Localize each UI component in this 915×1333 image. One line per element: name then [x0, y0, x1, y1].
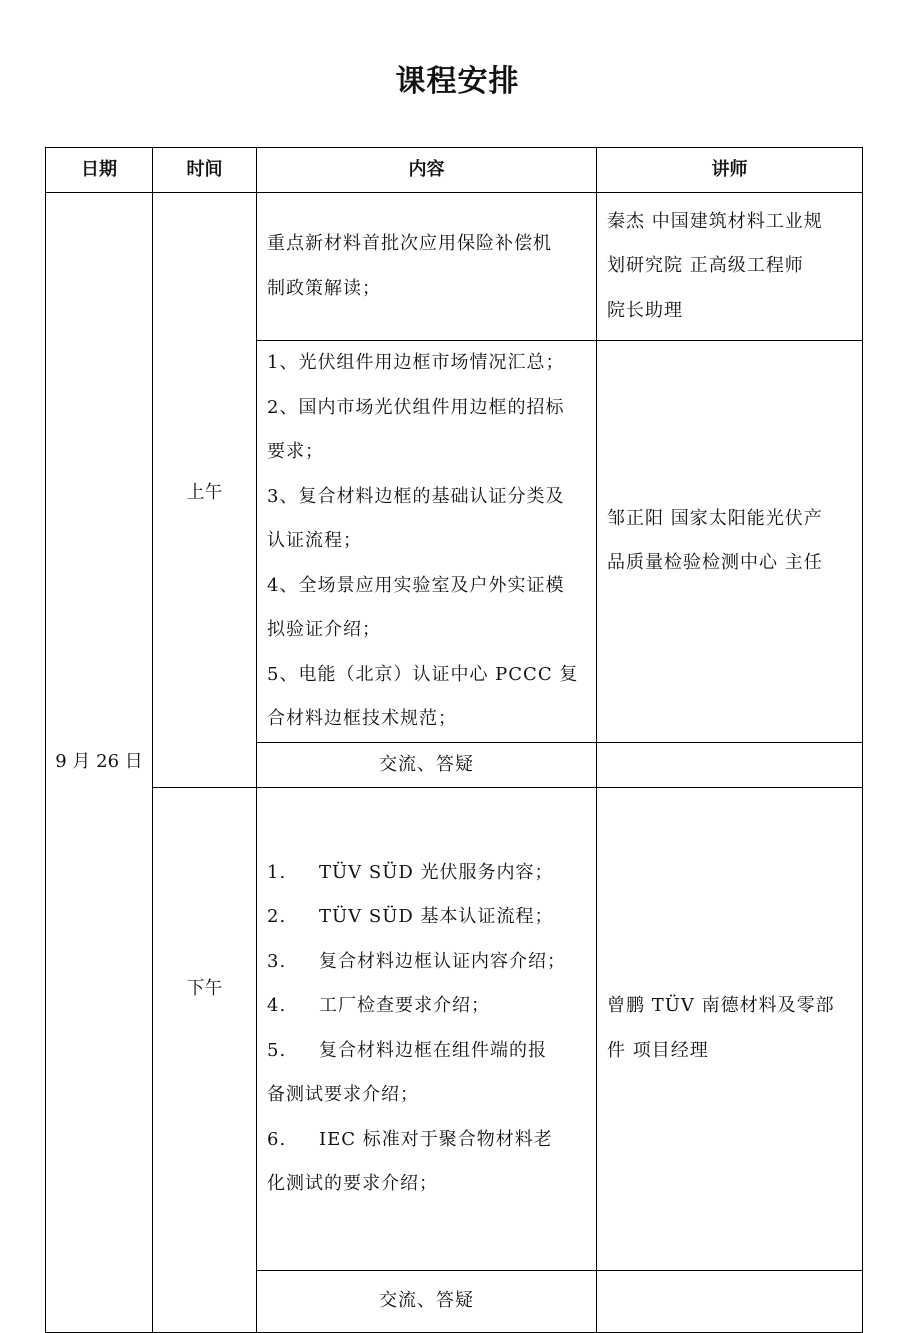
item-number: 6. [267, 1128, 287, 1150]
item-text: 化测试的要求介绍； [267, 1173, 438, 1195]
content-line [267, 940, 586, 985]
time-cell-afternoon [153, 787, 257, 1332]
lecturer-line: 品质量检验检测中心 主任 [607, 552, 823, 574]
table-row [46, 193, 863, 341]
item-text: TÜV SÜD 基本认证流程； [319, 906, 554, 928]
content-line [267, 1029, 586, 1074]
table-row [46, 787, 863, 1271]
content-line: 3、复合材料边框的基础认证分类及 [267, 485, 565, 507]
item-number: 5. [267, 1039, 287, 1061]
content-line: 拟验证介绍； [267, 619, 381, 640]
lecturer-line: 件 项目经理 [607, 1039, 709, 1061]
page-title: 课程安排 [395, 64, 520, 99]
content-cell-policy [257, 193, 597, 341]
item-text: 复合材料边框认证内容介绍； [319, 950, 566, 972]
item-text: IEC 标准对于聚合物材料老 [319, 1128, 553, 1150]
content-line: 制政策解读； [267, 277, 381, 299]
lecturer-line: 邹正阳 国家太阳能光伏产 [607, 507, 823, 529]
content-line [267, 1162, 586, 1207]
content-line [267, 851, 586, 896]
content-line: 合材料边框技术规范； [267, 708, 457, 729]
qa-cell-morning: 交流、答疑 [257, 742, 597, 787]
lecturer-line: 划研究院 正高级工程师 [607, 255, 804, 277]
item-number: 2. [267, 906, 287, 928]
lecturer-cell-empty [597, 1271, 863, 1332]
lecturer-line: 院长助理 [607, 299, 683, 321]
item-text: 复合材料边框在组件端的报 [319, 1039, 547, 1061]
content-line: 要求； [267, 441, 324, 462]
content-line: 1、光伏组件用边框市场情况汇总； [267, 352, 565, 373]
content-line [267, 1073, 586, 1118]
item-number: 3. [267, 950, 287, 972]
item-text: TÜV SÜD 光伏服务内容； [319, 861, 554, 883]
schedule-table [45, 147, 863, 1333]
header-time: 时间 [153, 148, 257, 193]
content-line [267, 895, 586, 940]
item-number: 4. [267, 995, 287, 1017]
time-cell-morning [153, 193, 257, 788]
time-label-afternoon: 下午 [186, 977, 223, 999]
content-line: 认证流程； [267, 530, 362, 551]
lecturer-cell-empty [597, 742, 863, 787]
lecturer-line: 秦杰 中国建筑材料工业规 [607, 210, 823, 232]
content-line: 4、全场景应用实验室及户外实证模 [267, 574, 565, 596]
content-line [267, 1118, 586, 1163]
content-line: 2、国内市场光伏组件用边框的招标 [267, 396, 565, 418]
lecturer-cell-policy [597, 193, 863, 341]
item-number: 1. [267, 861, 287, 883]
content-cell-afternoon-topics [257, 787, 597, 1271]
qa-cell-afternoon: 交流、答疑 [257, 1271, 597, 1332]
lecturer-cell-morning-topics [597, 341, 863, 743]
content-line [267, 984, 586, 1029]
date-label: 9 月 26 日 [55, 751, 143, 773]
header-date: 日期 [46, 148, 153, 193]
item-text: 备测试要求介绍； [267, 1084, 419, 1106]
table-header-row [46, 148, 863, 193]
lecturer-cell-afternoon [597, 787, 863, 1271]
lecturer-line: 曾鹏 TÜV 南德材料及零部 [607, 995, 835, 1017]
header-content: 内容 [257, 148, 597, 193]
item-text: 工厂检查要求介绍； [319, 995, 490, 1017]
date-cell [46, 193, 153, 1333]
content-line: 5、电能（北京）认证中心 PCCC 复 [267, 663, 579, 685]
content-line: 重点新材料首批次应用保险补偿机 [267, 233, 552, 254]
time-label-morning: 上午 [186, 482, 223, 503]
content-cell-morning-topics [257, 341, 597, 743]
header-lecturer: 讲师 [597, 148, 863, 193]
